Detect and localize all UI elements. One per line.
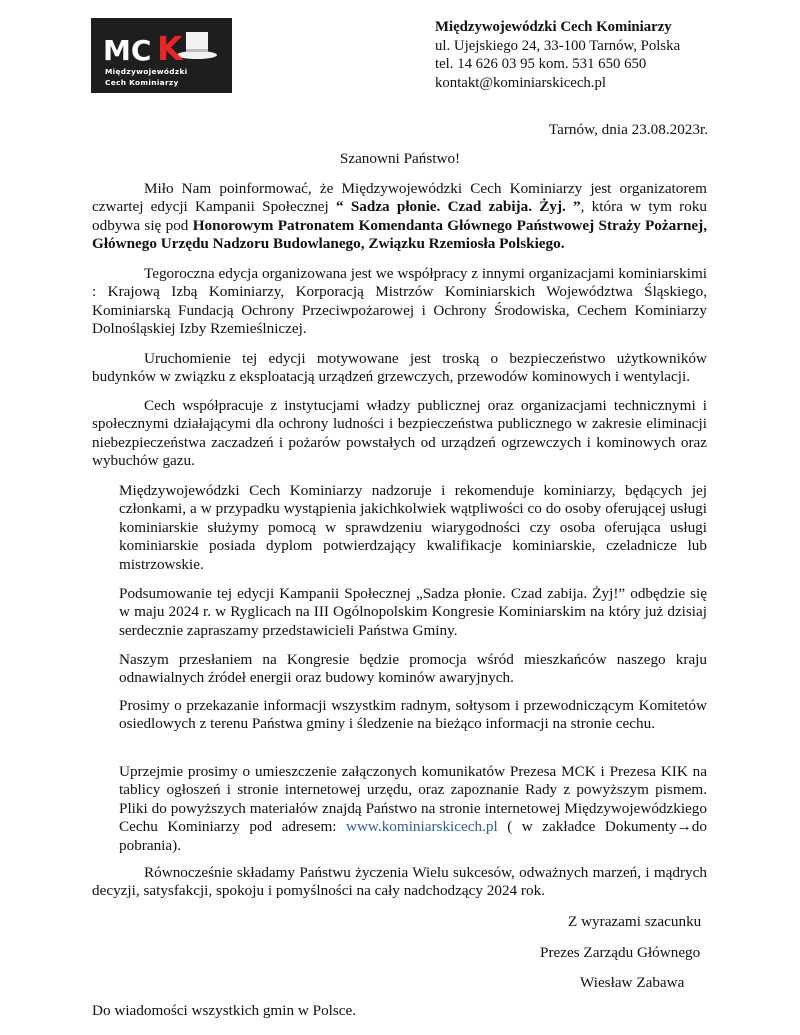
greeting: Szanowni Państwo!: [339, 150, 461, 167]
paragraph-8: Prosimy o przekazanie informacji wszystkim radnym, sołtysom i przewodniczącym Komitetów osiedlowych z terenu Państwa gminy i śledzenie na bieżąco informacji na stronie cechu.: [119, 697, 707, 733]
patronage: Honorowym Patronatem Komendanta Głównego Państwowej Straży Pożarnej, Głównego Urzędu Nadzoru Budowlanego, Związku Rzemiosła Polskiego.: [92, 216, 707, 253]
signer-name: Wiesław Zabawa: [580, 974, 685, 991]
paragraph-10: Równocześnie składamy Państwu życzenia Wielu sukcesów, odważnych marzeń, i mądrych decyzji, satysfakcji, spokoju i pomyślności na cały nadchodzący 2024 rok.: [92, 864, 707, 900]
signer-title: Prezes Zarządu Głównego: [540, 944, 701, 961]
paragraph-4: Cech współpracuje z instytucjami władzy publicznej oraz organizacjami technicznymi i społecznymi działającymi dla ochrony ludności i bezpieczeństwa publicznego w zakresie eliminacji niebezpieczeństwa zaczadzeń i pożarów powstałych od urządzeń ogrzewczych i kominowych oraz wybuchów gazu.: [92, 397, 707, 470]
org-header: [435, 18, 680, 92]
logo-graphic: [91, 18, 232, 93]
logo-line1: Międzywojewódzki: [105, 67, 188, 76]
paragraph-5: Międzywojewódzki Cech Kominiarzy nadzoruje i rekomenduje kominiarzy, będących jej członkami, a w przypadku wystąpienia jakichkolwiek wątpliwości co do osoby oferującej usługi kominiarskie służymy pomocą w sprawdzeniu wiarygodności czy osoba oferująca usługi kominiarskie posiada dyplom potwierdzający kwalifikacje kominiarskie, czeladnicze lub mistrzowskie.: [119, 482, 707, 573]
closing: Z wyrazami szacunku: [568, 913, 702, 930]
paragraph-7: Naszym przesłaniem na Kongresie będzie promocja wśród mieszkańców naszego kraju odnawialnych źródeł energii oraz budowy kominów awaryjnych.: [119, 651, 707, 687]
logo-letters-mc: MC: [103, 34, 152, 67]
p9-text-a: Uprzejmie prosimy o umieszczenie załączonych komunikatów Prezesa MCK i Prezesa KIK na tablicy ogłoszeń i stronie internetowej urzędu, oraz zapoznanie Rady z powyższym pismem. Pliki do powyższych materiałów znajdą Państwo na stronie internetowej Międzywojewódzkiego Cechu Kominiarzy pod adresem:: [119, 763, 707, 836]
p1-text-c: , która w tym roku odbywa się pod: [92, 198, 708, 234]
distribution-note: Do wiadomości wszystkich gmin w Polsce.: [92, 1002, 357, 1019]
org-name: Międzywojewódzki Cech Kominiarzy: [435, 19, 672, 35]
paragraph-3: Uruchomienie tej edycji motywowane jest troską o bezpieczeństwo użytkowników budynków w związku z eksploatacją urządzeń grzewczych, przewodów kominowych i wentylacji.: [92, 350, 707, 386]
website-link[interactable]: www.kominiarskicech.pl: [346, 818, 498, 836]
org-phone: tel. 14 626 03 95 kom. 531 650 650: [435, 56, 647, 72]
campaign-name: “ Sadza płonie. Czad zabija. Żyj. ”: [336, 198, 581, 216]
paragraph-9: [119, 763, 707, 855]
letter-date: Tarnów, dnia 23.08.2023r.: [548, 121, 708, 138]
logo-line2: Cech Kominiarzy: [105, 78, 179, 87]
logo-letter-k: K: [157, 29, 183, 68]
org-address: ul. Ujejskiego 24, 33-100 Tarnów, Polska: [435, 37, 681, 54]
mck-logo: [91, 18, 232, 93]
paragraph-2: Tegoroczna edycja organizowana jest we współpracy z innymi organizacjami kominiarskimi : Krajową Izbą Kominiarzy, Korporacją Mistrzów Kominiarskich Województwa Śląskiego, Kominiarską Fundacją Ochrony Przeciwpożarowej i Ochrony Środowiska, Cechem Kominiarzy Dolnośląskiej Izby Rzemieślniczej.: [92, 265, 707, 338]
paragraph-6: Podsumowanie tej edycji Kampanii Społecznej „Sadza płonie. Czad zabija. Żyj!” odbędzie się w maju 2024 r. w Ryglicach na III Ogólnopolskim Kongresie Kominiarskim na który już dzisiaj serdecznie zapraszamy przedstawicieli Państwa Gminy.: [119, 585, 707, 639]
paragraph-1: [92, 180, 707, 254]
p1-text-a: Miło Nam poinformować, że Międzywojewódzki Cech Kominiarzy jest organizatorem czwartej edycji Kampanii Społecznej: [92, 180, 707, 216]
org-email[interactable]: kontakt@kominiarskicech.pl: [435, 74, 607, 91]
p9-text-b: ( w zakładce Dokumenty→do pobrania).: [119, 818, 707, 854]
